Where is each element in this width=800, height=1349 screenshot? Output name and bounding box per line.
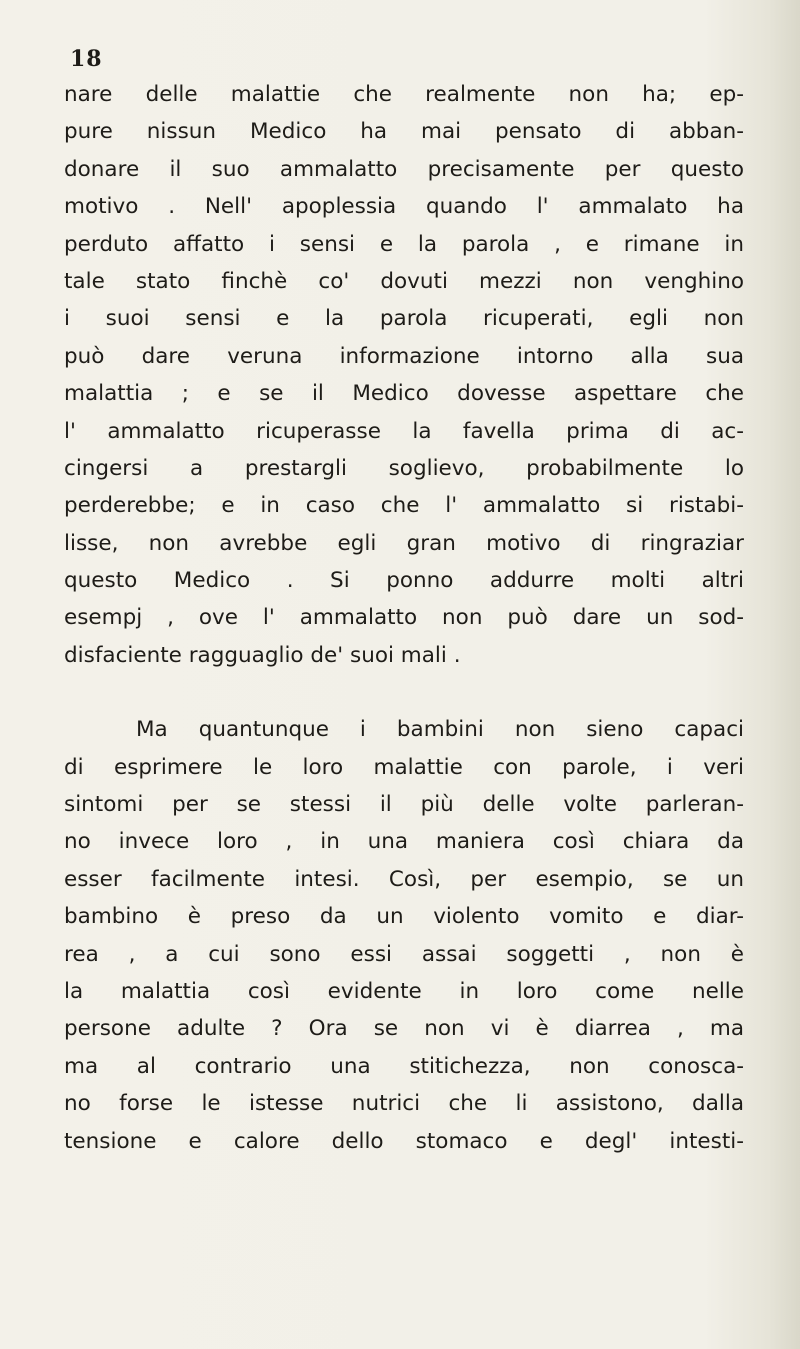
text-line: perderebbe; e in caso che l' ammalatto si ristabi-: [64, 493, 744, 519]
text-line: perduto affatto i sensi e la parola , e rimane in: [64, 231, 744, 257]
text-line: rea , a cui sono essi assai soggetti , non è: [64, 941, 744, 967]
page-number: 18: [70, 46, 103, 72]
text-line: malattia ; e se il Medico dovesse aspettare che: [64, 381, 744, 407]
text-line: disfaciente ragguaglio de' suoi mali .: [64, 642, 461, 668]
text-line: la malattia così evidente in loro come nelle: [64, 978, 744, 1004]
text-line: i suoi sensi e la parola ricuperati, egli non: [64, 306, 744, 332]
text-line: l' ammalatto ricuperasse la favella prima di ac-: [64, 418, 744, 444]
text-line: Ma quantunque i bambini non sieno capaci: [136, 717, 744, 743]
body-text: [64, 76, 744, 1160]
text-line: ma al contrario una stitichezza, non conosca-: [64, 1053, 744, 1079]
text-line: esser facilmente intesi. Così, per esempio, se un: [64, 866, 744, 892]
text-line: di esprimere le loro malattie con parole, i veri: [64, 754, 744, 780]
text-line: pure nissun Medico ha mai pensato di abban-: [64, 119, 744, 145]
text-line: può dare veruna informazione intorno alla sua: [64, 343, 744, 369]
text-line: donare il suo ammalatto precisamente per questo: [64, 156, 744, 182]
text-line: sintomi per se stessi il più delle volte parleran-: [64, 792, 744, 818]
text-line: nare delle malattie che realmente non ha; ep-: [64, 82, 744, 107]
text-line: motivo . Nell' apoplessia quando l' ammalato ha: [64, 194, 744, 220]
text-line: persone adulte ? Ora se non vi è diarrea , ma: [64, 1016, 744, 1042]
paragraph-gap: [64, 674, 744, 711]
text-line: cingersi a prestargli soglievo, probabilmente lo: [64, 455, 744, 481]
text-line: lisse, non avrebbe egli gran motivo di ringraziar: [64, 530, 744, 556]
text-line: tensione e calore dello stomaco e degl' intesti-: [64, 1128, 744, 1154]
paragraph-2: [64, 711, 744, 1160]
text-line: no invece loro , in una maniera così chiara da: [64, 829, 744, 855]
text-line: esempj , ove l' ammalatto non può dare un sod-: [64, 605, 744, 631]
paragraph-1: [64, 76, 744, 674]
text-line: bambino è preso da un violento vomito e diar-: [64, 904, 744, 930]
text-line: no forse le istesse nutrici che li assistono, dalla: [64, 1091, 744, 1117]
text-line: tale stato finchè co' dovuti mezzi non venghino: [64, 268, 744, 294]
text-line: questo Medico . Si ponno addurre molti altri: [64, 568, 744, 594]
